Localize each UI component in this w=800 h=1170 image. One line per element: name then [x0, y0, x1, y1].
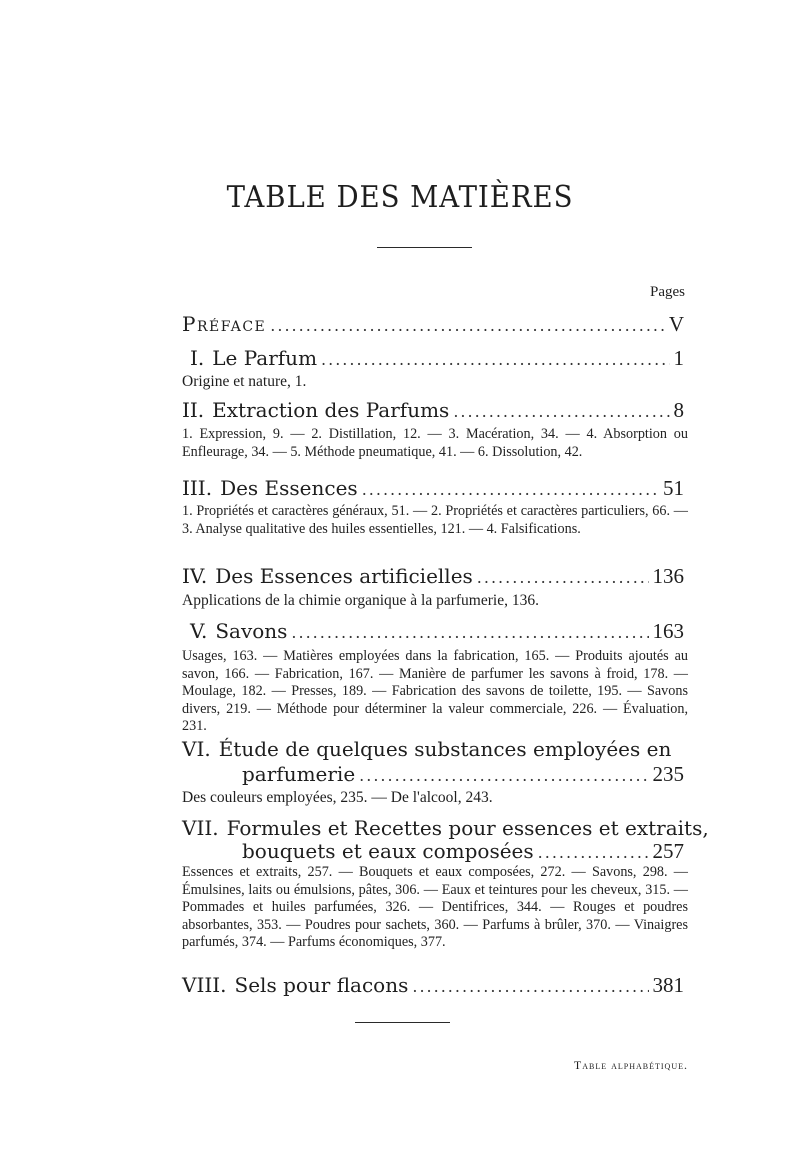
toc-entry-label-continued: bouquets et eaux composées — [242, 839, 534, 863]
page-title: TABLE DES MATIÈRES — [226, 180, 574, 215]
toc-entry-label: Le Parfum — [212, 346, 318, 370]
toc-entry-1[interactable] — [182, 346, 684, 371]
toc-entry-page: 136 — [652, 564, 684, 588]
toc-entry-page: 163 — [652, 619, 684, 643]
toc-entry-5[interactable] — [182, 619, 684, 644]
toc-entry-number: VI. — [182, 737, 211, 761]
toc-entry-8[interactable] — [182, 973, 684, 998]
toc-entry-4[interactable] — [182, 564, 684, 589]
leader-dots — [412, 977, 648, 996]
leader-dots — [321, 350, 669, 369]
toc-entry-page: 235 — [652, 762, 684, 786]
leader-dots — [477, 568, 649, 587]
toc-entry-number: V. — [190, 619, 208, 643]
pages-column-label: Pages — [650, 284, 685, 300]
toc-entry-number: VIII. — [182, 973, 227, 997]
toc-entry-label: Extraction des Parfums — [212, 398, 450, 422]
toc-entry-description: 1. Propriétés et caractères généraux, 51. — 2. Propriétés et caractères particuliers, 66. — 3. Analyse qualitative des huiles essentielles, 121. — 4. Falsifications. — [182, 503, 688, 537]
leader-dots — [538, 843, 649, 862]
leader-dots — [359, 766, 648, 785]
leader-dots — [270, 316, 665, 335]
toc-entry-preface[interactable] — [182, 312, 684, 337]
toc-entry-label-continued: parfumerie — [242, 762, 356, 786]
toc-entry-number: II. — [182, 398, 205, 422]
toc-entry-label: Étude de quelques substances employées en — [218, 737, 672, 761]
toc-entry-number: I. — [190, 346, 205, 370]
toc-entry-description: 1. Expression, 9. — 2. Distillation, 12. — 3. Macération, 34. — 4. Absorption ou Enfleurage, 34. — 5. Méthode pneumatique, 41. — 6. Dissolution, 42. — [182, 426, 688, 460]
toc-entry-description: Applications de la chimie organique à la parfumerie, 136. — [182, 592, 539, 609]
toc-entry-description: Origine et nature, 1. — [182, 373, 307, 390]
leader-dots — [453, 402, 669, 421]
toc-entry-6[interactable] — [182, 737, 684, 761]
toc-entry-page: 381 — [652, 973, 684, 997]
toc-entry-label: Préface — [182, 312, 267, 336]
toc-entry-page: 1 — [673, 346, 684, 370]
catchword-footer: Table alphabétique. — [573, 1058, 688, 1072]
toc-entry-7-continued[interactable] — [182, 839, 684, 864]
toc-entry-label: Des Essences — [220, 476, 358, 500]
toc-entry-number: IV. — [182, 564, 208, 588]
toc-entry-number: III. — [182, 476, 213, 500]
toc-entry-7[interactable] — [182, 816, 709, 840]
toc-entry-page: 51 — [663, 476, 684, 500]
toc-entry-description: Des couleurs employées, 235. — De l'alcool, 243. — [182, 789, 493, 806]
toc-entry-page: 257 — [652, 839, 684, 863]
toc-entry-page: 8 — [673, 398, 684, 422]
toc-entry-page: V — [668, 312, 684, 336]
toc-entry-number: VII. — [182, 816, 219, 840]
toc-entry-description: Usages, 163. — Matières employées dans la fabrication, 165. — Produits ajoutés au savon, 166. — Fabrication, 167. — Manière de parfumer les savons à froid, 178. — Moulage, 182. — Presses, 189. — Fabrication des savons de toilette, 195. — Savons divers, 219. — Méthode pour déterminer la valeur commerciale, 226. — Évaluation, 231. — [182, 648, 688, 734]
closing-rule — [355, 1022, 450, 1023]
leader-dots — [291, 623, 648, 642]
toc-entry-label: Des Essences artificielles — [215, 564, 473, 588]
toc-entry-3[interactable] — [182, 476, 684, 501]
toc-entry-label: Formules et Recettes pour essences et extraits, — [226, 816, 709, 840]
title-rule — [377, 247, 472, 248]
toc-entry-label: Sels pour flacons — [234, 973, 409, 997]
toc-entry-6-continued[interactable] — [182, 762, 684, 787]
toc-entry-2[interactable] — [182, 398, 684, 423]
toc-entry-description: Essences et extraits, 257. — Bouquets et eaux composées, 272. — Savons, 298. — Émulsines, laits ou émulsions, pâtes, 306. — Eaux et teintures pour les cheveux, 315. — Pommades et huiles parfumées, 326. — Dentifrices, 344. — Rouges et poudres absorbantes, 353. — Poudres pour sachets, 360. — Parfums à brûler, 370. — Vinaigres parfumés, 374. — Parfums économiques, 377. — [182, 864, 688, 950]
leader-dots — [362, 480, 659, 499]
toc-entry-label: Savons — [215, 619, 288, 643]
